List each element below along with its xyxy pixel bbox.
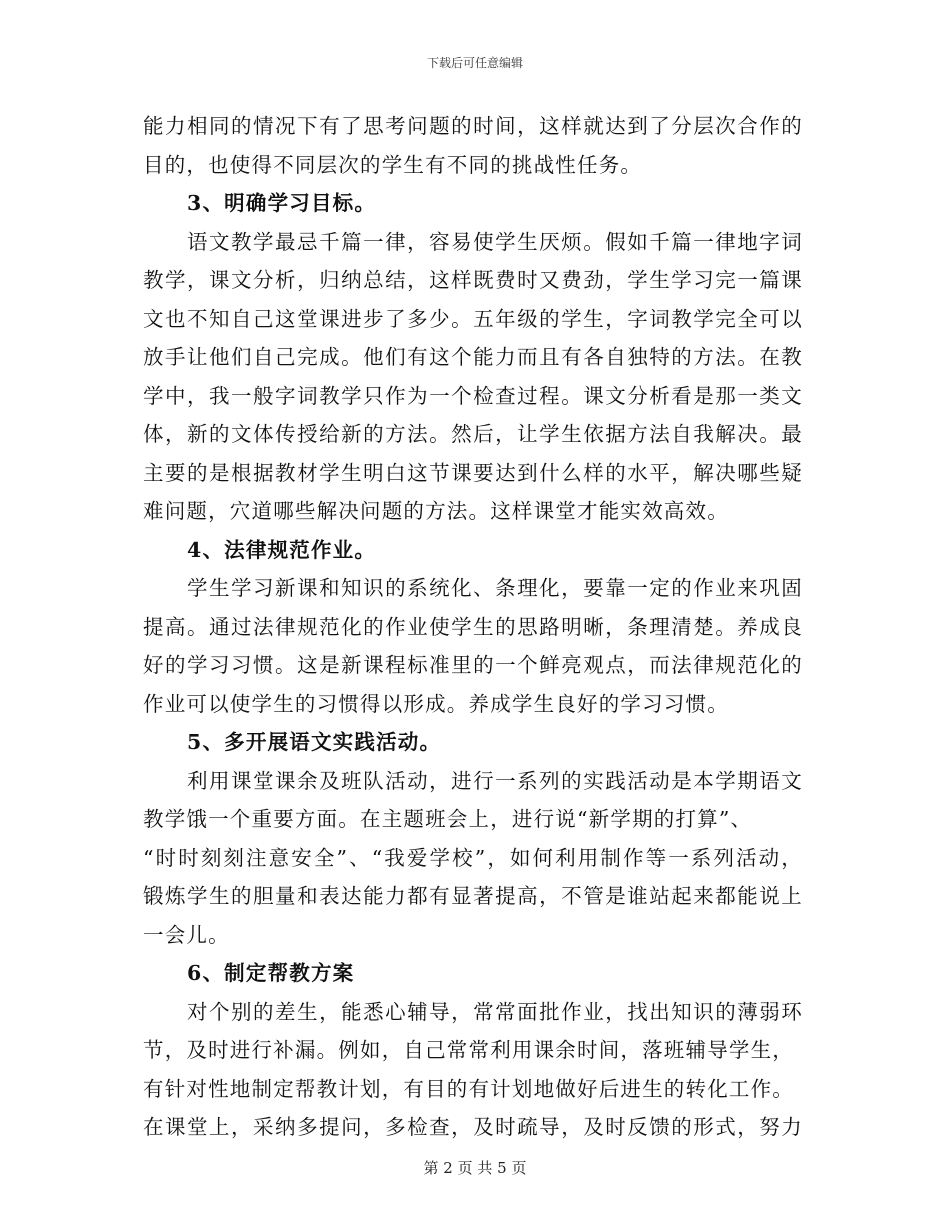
- page-number: 第 2 页 共 5 页: [423, 1159, 527, 1177]
- body-line: 能力相同的情况下有了思考问题的时间，这样就达到了分层次合作的: [143, 114, 803, 138]
- body-line: 锻炼学生的胆量和表达能力都有显著提高，不管是谁站起来都能说上: [143, 884, 803, 908]
- document-body: [143, 107, 803, 1147]
- section-heading: 6、制定帮教方案: [187, 961, 355, 985]
- body-line: 有针对性地制定帮教计划，有目的有计划地做好后进生的转化工作。: [143, 1076, 794, 1101]
- section-heading: 3、明确学习目标。: [187, 191, 377, 215]
- body-line: “时时刻刻注意安全”、“我爱学校”，如何利用制作等一系列活动，: [143, 845, 803, 870]
- body-line: 好的学习习惯。这是新课程标准里的一个鲜亮观点，而法律规范化的: [143, 653, 803, 677]
- body-line: 作业可以使学生的习惯得以形成。养成学生良好的学习习惯。: [143, 691, 729, 716]
- body-line: 一会儿。: [143, 922, 230, 947]
- page-header: 下载后可任意编辑: [426, 56, 523, 70]
- body-line: 利用课堂课余及班队活动，进行一系列的实践活动是本学期语文: [187, 768, 803, 793]
- body-line: 语文教学最忌千篇一律，容易使学生厌烦。假如千篇一律地字词: [187, 229, 803, 254]
- body-line: 在课堂上，采纳多提问，多检查，及时疏导，及时反馈的形式，努力: [143, 1115, 803, 1139]
- section-heading: 5、多开展语文实践活动。: [187, 730, 442, 754]
- body-line: 体，新的文体传授给新的方法。然后，让学生依据方法自我解决。最: [143, 422, 803, 446]
- body-line: 文也不知自己这堂课进步了多少。五年级的学生，字词教学完全可以: [143, 306, 803, 331]
- body-line: 提高。通过法律规范化的作业使学生的思路明晰，条理清楚。养成良: [143, 614, 803, 639]
- section-heading: 4、法律规范作业。: [187, 537, 377, 562]
- body-line: 学中，我一般字词教学只作为一个检查过程。课文分析看是那一类文: [143, 383, 803, 408]
- body-line: 难问题，穴道哪些解决问题的方法。这样课堂才能实效高效。: [143, 499, 729, 523]
- body-line: 主要的是根据教材学生明白这节课要达到什么样的水平，解决哪些疑: [143, 460, 803, 485]
- body-line: 放手让他们自己完成。他们有这个能力而且有各自独特的方法。在教: [143, 345, 803, 369]
- body-line: 目的，也使得不同层次的学生有不同的挑战性任务。: [143, 152, 643, 177]
- body-line: 学生学习新课和知识的系统化、条理化，要靠一定的作业来巩固: [187, 576, 803, 600]
- body-line: 节，及时进行补漏。例如，自己常常利用课余时间，落班辅导学生，: [143, 1038, 794, 1062]
- body-line: 对个别的差生，能悉心辅导，常常面批作业，找出知识的薄弱环: [187, 999, 803, 1024]
- body-line: 教学饿一个重要方面。在主题班会上，进行说“新学期的打算”、: [143, 807, 753, 831]
- body-line: 教学，课文分析，归纳总结，这样既费时又费劲，学生学习完一篇课: [143, 268, 803, 292]
